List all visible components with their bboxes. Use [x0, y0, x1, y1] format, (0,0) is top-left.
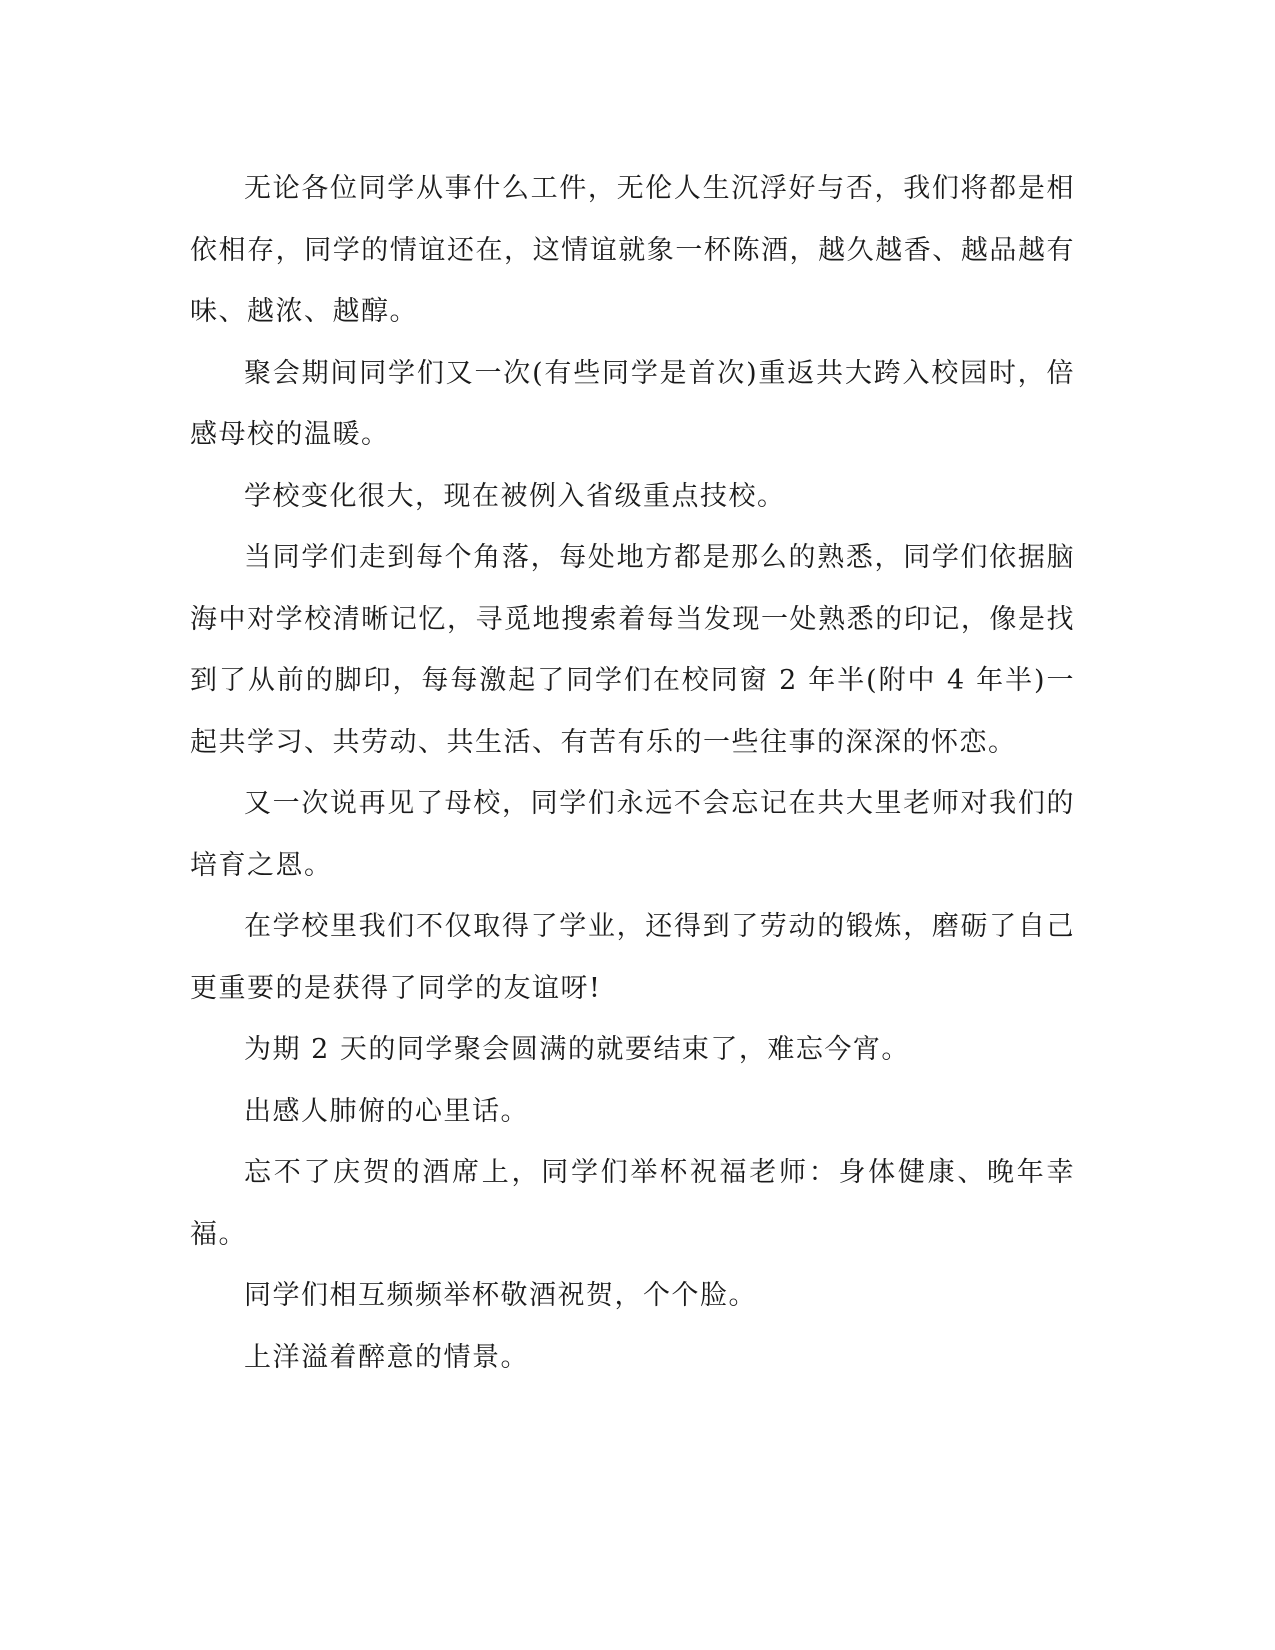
paragraph: 上洋溢着醉意的情景。: [244, 1341, 529, 1373]
paragraph: 同学们相互频频举杯敬酒祝贺，个个脸。: [244, 1280, 757, 1311]
paragraph: 忘不了庆贺的酒席上，同学们举杯祝福老师：身体健康、晚年幸福。: [190, 1157, 1075, 1250]
paragraph: 为期 2 天的同学聚会圆满的就要结束了，难忘今宵。: [244, 1034, 910, 1065]
paragraph: 学校变化很大，现在被例入省级重点技校。: [244, 480, 786, 512]
paragraph: 聚会期间同学们又一次(有些同学是首次)重返共大跨入校园时，倍感母校的温暖。: [190, 357, 1075, 450]
paragraph: 无论各位同学从事什么工件，无伦人生沉浮好与否，我们将都是相依相存，同学的情谊还在，这情谊就象一杯陈酒，越久越香、越品越有味、越浓、越醇。: [190, 173, 1075, 327]
paragraph: 又一次说再见了母校，同学们永远不会忘记在共大里老师对我们的培育之恩。: [190, 788, 1075, 881]
paragraph: 出感人肺俯的心里话。: [244, 1095, 529, 1127]
paragraph: 当同学们走到每个角落，每处地方都是那么的熟悉，同学们依据脑海中对学校清晰记忆，寻觅地搜索着每当发现一处熟悉的印记，像是找到了从前的脚印，每每激起了同学们在校同窗 2 年半(附中 4 年半)一起共学习、共劳动、共生活、有苦有乐的一些往事的深深的怀恋。: [190, 542, 1075, 758]
body-text: [190, 158, 1075, 1388]
paragraph: 在学校里我们不仅取得了学业，还得到了劳动的锻炼，磨砺了自己更重要的是获得了同学的友谊呀!: [190, 911, 1075, 1004]
